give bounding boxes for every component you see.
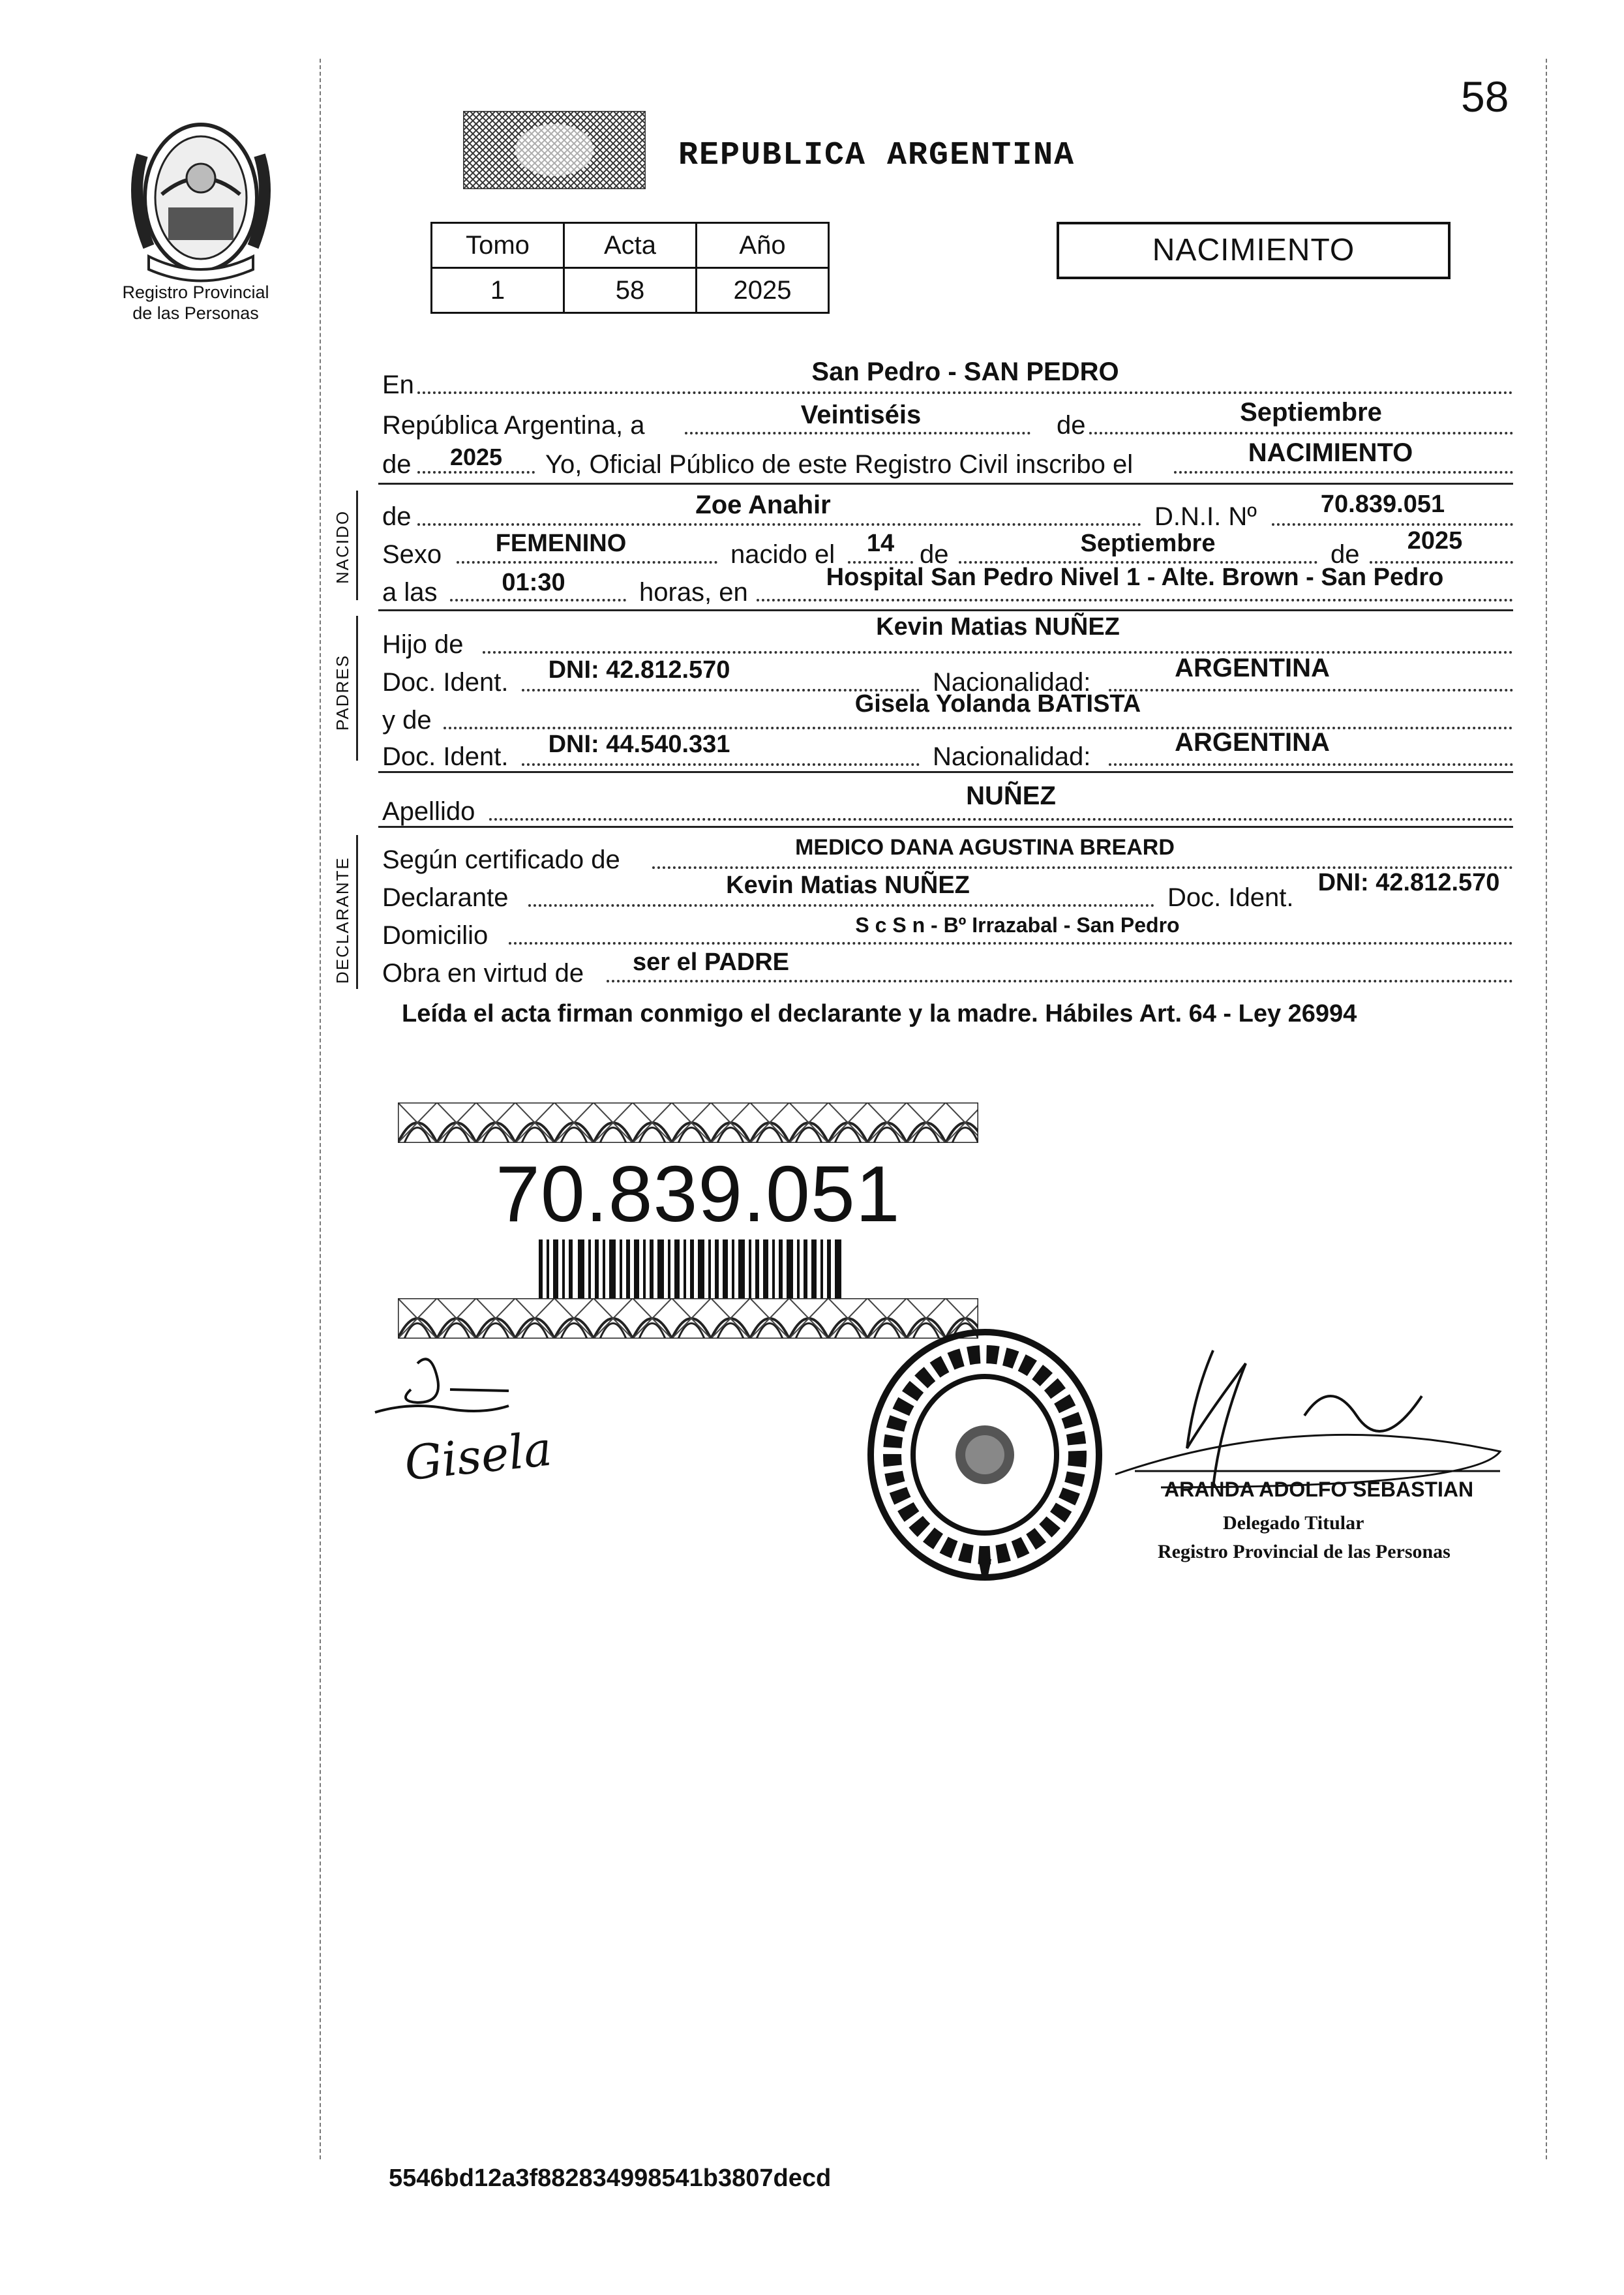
- right-margin-line: [1546, 59, 1547, 2159]
- nacido-sexo: FEMENINO: [495, 530, 627, 557]
- republica-label: República Argentina, a: [382, 411, 645, 440]
- sexo-label: Sexo: [382, 540, 442, 569]
- father-doc: DNI: 42.812.570: [548, 656, 730, 684]
- act-type-dots: [1174, 471, 1513, 474]
- intro-act-type: NACIMIENTO: [1248, 438, 1413, 467]
- registry-name-line2: de las Personas: [132, 303, 259, 323]
- declarante-section-label: DECLARANTE: [333, 857, 352, 984]
- page-number: 58: [1461, 72, 1509, 121]
- mother-doc-label: Doc. Ident.: [382, 742, 509, 771]
- nacido-place: Hospital San Pedro Nivel 1 - Alte. Brown - San Pedro: [826, 564, 1444, 591]
- mother-doc-dots: [522, 763, 920, 766]
- cert-label: Según certificado de: [382, 845, 620, 874]
- barcode-icon: [539, 1239, 845, 1305]
- declarant-signature: [372, 1350, 515, 1429]
- father-nat-dots: [1109, 689, 1513, 692]
- legal-note: Leída el acta firman conmigo el declarante y la madre. Hábiles Art. 64 - Ley 26994: [402, 1000, 1357, 1027]
- registry-name-line1: Registro Provincial: [122, 282, 269, 302]
- year-dots: [417, 471, 535, 474]
- mother-nac-label: Nacionalidad:: [933, 742, 1091, 771]
- intro-de-year-label: de: [382, 450, 412, 479]
- nacido-dni: 70.839.051: [1320, 491, 1445, 518]
- intro-place: San Pedro - SAN PEDRO: [811, 357, 1119, 386]
- acta-value: 58: [564, 268, 697, 313]
- mother-nat-dots: [1109, 763, 1513, 766]
- mother-dots: [444, 727, 1513, 729]
- nacido-el-label: nacido el: [730, 540, 835, 569]
- declarante-bracket: [356, 835, 358, 989]
- apellido-value: NUÑEZ: [966, 782, 1056, 810]
- tomo-value: 1: [432, 268, 564, 313]
- nacido-year: 2025: [1407, 527, 1463, 555]
- officer-office: Registro Provincial de las Personas: [1158, 1541, 1451, 1562]
- document-hash: 5546bd12a3f882834998541b3807decd: [389, 2165, 832, 2192]
- nacido-time: 01:30: [502, 569, 565, 596]
- record-type-box: NACIMIENTO: [1057, 222, 1451, 279]
- dni-big-number: 70.839.051: [496, 1149, 901, 1238]
- declarante-name: Kevin Matias NUÑEZ: [726, 872, 970, 899]
- intro-month: Septiembre: [1240, 398, 1382, 427]
- declarante-label: Declarante: [382, 883, 509, 912]
- nacido-bracket: [356, 491, 358, 600]
- a-las-label: a las: [382, 578, 438, 607]
- horas-label: horas, en: [639, 578, 748, 607]
- security-band-top: [398, 1102, 978, 1143]
- hijo-de-label: Hijo de: [382, 630, 464, 659]
- apellido-dots: [489, 818, 1513, 821]
- mother-doc: DNI: 44.540.331: [548, 731, 730, 758]
- emblem-icon: [463, 111, 646, 189]
- oficial-label: Yo, Oficial Público de este Registro Civil inscribo el: [545, 450, 1134, 479]
- declarante-doc-label: Doc. Ident.: [1167, 883, 1294, 912]
- obra-dots: [607, 980, 1513, 982]
- intro-year: 2025: [449, 444, 503, 470]
- apellido-label: Apellido: [382, 797, 475, 826]
- acta-header: Acta: [564, 223, 697, 268]
- father-dots: [483, 651, 1513, 654]
- officer-signature: [1109, 1337, 1513, 1494]
- en-label: En: [382, 371, 414, 399]
- nacido-month: Septiembre: [1080, 530, 1216, 557]
- tomo-table: [430, 222, 830, 314]
- intro-day: Veintiséis: [800, 401, 922, 429]
- nacido-de-label: de: [382, 502, 412, 531]
- separator-4: [378, 826, 1513, 828]
- padres-bracket: [356, 616, 358, 761]
- intro-de-label: de: [1057, 411, 1086, 440]
- sexo-dots: [457, 561, 717, 564]
- nacido-de-label3: de: [1331, 540, 1360, 569]
- dni-label: D.N.I. Nº: [1154, 502, 1257, 531]
- obra-value: ser el PADRE: [632, 949, 790, 976]
- domicilio-label: Domicilio: [382, 921, 489, 950]
- dni-dots: [1272, 523, 1513, 526]
- name-dots: [417, 523, 1141, 526]
- declarante-dots: [528, 904, 1154, 907]
- day-dots: [685, 432, 1030, 434]
- anio-header: Año: [697, 223, 829, 268]
- father-nac-label: Nacionalidad:: [933, 668, 1091, 697]
- father-doc-label: Doc. Ident.: [382, 668, 509, 697]
- mother-signature: Gisela: [402, 1421, 554, 1491]
- father-nationality: ARGENTINA: [1175, 654, 1330, 682]
- declarante-doc: DNI: 42.812.570: [1317, 869, 1500, 896]
- padres-section-label: PADRES: [333, 654, 352, 731]
- hospital-dots: [757, 599, 1513, 601]
- time-dots: [450, 599, 626, 601]
- misiones-seal-icon: [123, 110, 279, 286]
- obra-label: Obra en virtud de: [382, 959, 584, 988]
- domicilio-dots: [509, 942, 1513, 945]
- separator-3: [378, 771, 1513, 773]
- anio-value: 2025: [697, 268, 829, 313]
- y-de-label: y de: [382, 706, 432, 735]
- left-margin-line: [320, 59, 321, 2159]
- certificate-value: MEDICO DANA AGUSTINA BREARD: [795, 835, 1175, 860]
- nacido-de-label2: de: [920, 540, 949, 569]
- nacido-section-label: NACIDO: [333, 509, 352, 584]
- nacido-name: Zoe Anahir: [695, 491, 831, 519]
- tomo-header: Tomo: [432, 223, 564, 268]
- official-stamp: [861, 1324, 1109, 1585]
- separator-2: [378, 609, 1513, 611]
- nacido-day: 14: [866, 530, 895, 557]
- domicilio-value: S c S n - Bº Irrazabal - San Pedro: [855, 913, 1180, 937]
- officer-title: Delegado Titular: [1223, 1512, 1364, 1534]
- mother-nationality: ARGENTINA: [1175, 728, 1330, 757]
- place-dots: [417, 391, 1513, 394]
- mother-name: Gisela Yolanda BATISTA: [854, 690, 1141, 718]
- month-dots: [1089, 432, 1513, 434]
- officer-name: ARANDA ADOLFO SEBASTIAN: [1164, 1478, 1474, 1501]
- father-name: Kevin Matias NUÑEZ: [876, 613, 1120, 641]
- country-title: REPUBLICA ARGENTINA: [678, 137, 1075, 174]
- separator-1: [378, 483, 1513, 485]
